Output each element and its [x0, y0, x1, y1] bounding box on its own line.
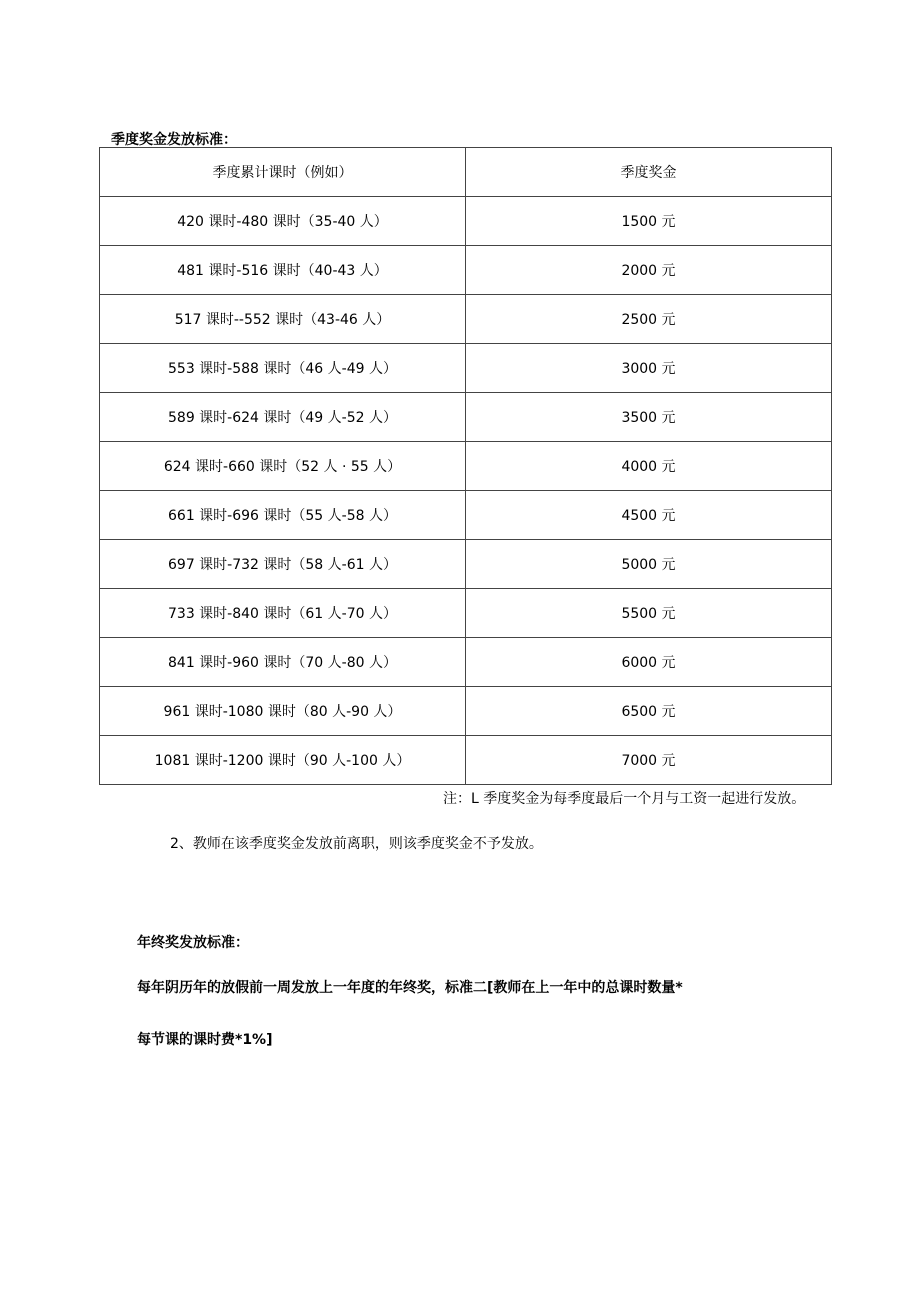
quarterly-bonus-table — [99, 147, 832, 785]
header-bonus: 季度奖金 — [466, 148, 832, 197]
table-row — [100, 344, 832, 393]
hours-cell: 517 课时--552 课时（43-46 人） — [100, 295, 466, 344]
hours-cell: 1081 课时-1200 课时（90 人-100 人） — [100, 736, 466, 785]
table-row — [100, 246, 832, 295]
yearend-paragraph-line-1: 每年阴历年的放假前一周发放上一年度的年终奖，标准二[教师在上一年中的总课时数量* — [137, 980, 683, 996]
table-row — [100, 589, 832, 638]
bonus-cell: 5000 元 — [466, 540, 832, 589]
bonus-cell: 1500 元 — [466, 197, 832, 246]
bonus-cell: 7000 元 — [466, 736, 832, 785]
hours-cell: 481 课时-516 课时（40-43 人） — [100, 246, 466, 295]
quarterly-bonus-title: 季度奖金发放标准： — [111, 132, 237, 148]
hours-cell: 841 课时-960 课时（70 人-80 人） — [100, 638, 466, 687]
hours-cell: 697 课时-732 课时（58 人-61 人） — [100, 540, 466, 589]
table-row — [100, 197, 832, 246]
table-row — [100, 442, 832, 491]
table-row — [100, 540, 832, 589]
bonus-cell: 4500 元 — [466, 491, 832, 540]
yearend-bonus-title: 年终奖发放标准： — [137, 935, 249, 951]
bonus-cell: 6500 元 — [466, 687, 832, 736]
table-row — [100, 638, 832, 687]
bonus-cell: 6000 元 — [466, 638, 832, 687]
hours-cell: 624 课时-660 课时（52 人 · 55 人） — [100, 442, 466, 491]
table-row — [100, 393, 832, 442]
bonus-cell: 3500 元 — [466, 393, 832, 442]
bonus-cell: 2000 元 — [466, 246, 832, 295]
quarterly-note-2: 2、教师在该季度奖金发放前离职，则该季度奖金不予发放。 — [170, 836, 543, 852]
table-row — [100, 687, 832, 736]
hours-cell: 589 课时-624 课时（49 人-52 人） — [100, 393, 466, 442]
bonus-cell: 3000 元 — [466, 344, 832, 393]
bonus-cell: 5500 元 — [466, 589, 832, 638]
yearend-paragraph-line-2: 每节课的课时费*1%] — [137, 1032, 273, 1048]
bonus-cell: 4000 元 — [466, 442, 832, 491]
hours-cell: 661 课时-696 课时（55 人-58 人） — [100, 491, 466, 540]
table-row — [100, 491, 832, 540]
header-hours: 季度累计课时（例如） — [100, 148, 466, 197]
table-header-row — [100, 148, 832, 197]
hours-cell: 553 课时-588 课时（46 人-49 人） — [100, 344, 466, 393]
quarterly-note-1: 注：L 季度奖金为每季度最后一个月与工资一起进行发放。 — [443, 791, 806, 807]
table-row — [100, 736, 832, 785]
hours-cell: 420 课时-480 课时（35-40 人） — [100, 197, 466, 246]
table-row — [100, 295, 832, 344]
hours-cell: 961 课时-1080 课时（80 人-90 人） — [100, 687, 466, 736]
bonus-cell: 2500 元 — [466, 295, 832, 344]
hours-cell: 733 课时-840 课时（61 人-70 人） — [100, 589, 466, 638]
